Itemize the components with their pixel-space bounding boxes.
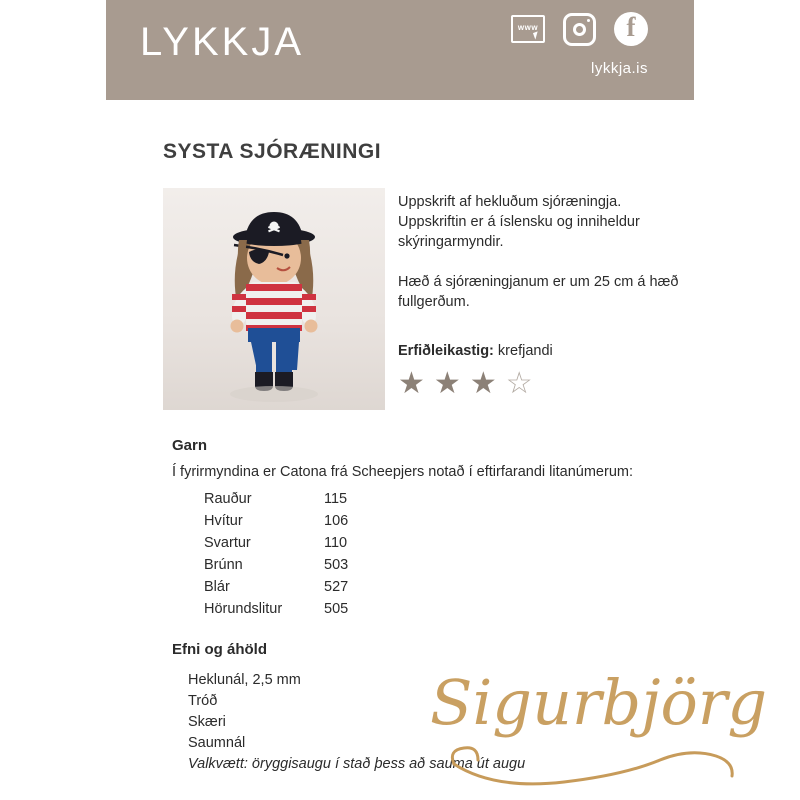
tools-list (188, 670, 525, 775)
yarn-color-name: Brúnn (204, 557, 243, 573)
tools-section-heading: Efni og áhöld (172, 641, 267, 658)
page-header (106, 0, 694, 100)
yarn-color-number: 106 (324, 513, 349, 529)
list-item: Tróð (188, 693, 218, 709)
yarn-color-number: 115 (324, 491, 348, 507)
description-paragraph-1: Uppskrift af hekluðum sjóræningja. Uppskriftin er á íslensku og inniheldur skýringarmyndir. (398, 194, 640, 250)
yarn-color-number: 503 (324, 557, 349, 573)
yarn-intro-text: Í fyrirmyndina er Catona frá Scheepjers notað í eftirfarandi litanúmerum: (172, 464, 633, 480)
star-4: ☆ (505, 367, 533, 400)
social-links (511, 12, 648, 46)
table-row (204, 512, 348, 534)
yarn-color-name: Hörundslitur (204, 601, 283, 617)
yarn-color-name: Rauður (204, 491, 252, 507)
instagram-icon-dot (587, 19, 591, 23)
table-row (204, 556, 348, 578)
brand-logo: LYKKJA (140, 20, 304, 64)
product-description (398, 192, 683, 312)
difficulty-star-rating (398, 368, 533, 400)
yarn-color-name: Blár (204, 579, 230, 595)
yarn-color-table (204, 490, 348, 622)
description-paragraph-2: Hæð á sjóræningjanum er um 25 cm á hæð fullgerðum. (398, 274, 679, 310)
cursor-icon (533, 31, 540, 39)
yarn-color-name: Svartur (204, 535, 251, 551)
star-3: ★ (469, 367, 497, 400)
watermark-text: Sigurbjörg (430, 666, 768, 739)
difficulty-label: Erfiðleikastig: (398, 343, 494, 359)
yarn-color-number: 110 (324, 535, 348, 551)
yarn-color-number: 527 (324, 579, 349, 595)
table-row (204, 600, 348, 622)
website-url[interactable]: lykkja.is (590, 60, 648, 77)
tools-note: Valkvætt: öryggisaugu í stað þess að sauma út augu (188, 756, 526, 772)
table-row (204, 534, 348, 556)
left-margin (0, 0, 106, 800)
facebook-icon[interactable] (614, 12, 648, 46)
list-item: Saumnál (188, 735, 246, 751)
difficulty-value: krefjandi (497, 343, 553, 359)
web-icon[interactable] (511, 15, 545, 43)
web-icon-label: www (517, 22, 539, 32)
table-row (204, 578, 348, 600)
yarn-color-name: Hvítur (204, 513, 243, 529)
star-2: ★ (433, 367, 461, 400)
difficulty-line (398, 343, 553, 359)
star-1: ★ (398, 367, 425, 400)
yarn-color-number: 505 (324, 601, 349, 617)
instagram-icon[interactable] (563, 13, 596, 46)
list-item: Skæri (188, 714, 226, 730)
page-title: SYSTA SJÓRÆNINGI (163, 140, 382, 163)
right-margin (694, 0, 800, 800)
facebook-icon-glyph: f (626, 12, 636, 42)
pirate-doll-illustration (163, 188, 385, 410)
list-item: Heklunál, 2,5 mm (188, 672, 301, 688)
product-photo (163, 188, 385, 410)
yarn-section-heading: Garn (172, 437, 208, 454)
table-row (204, 490, 348, 512)
